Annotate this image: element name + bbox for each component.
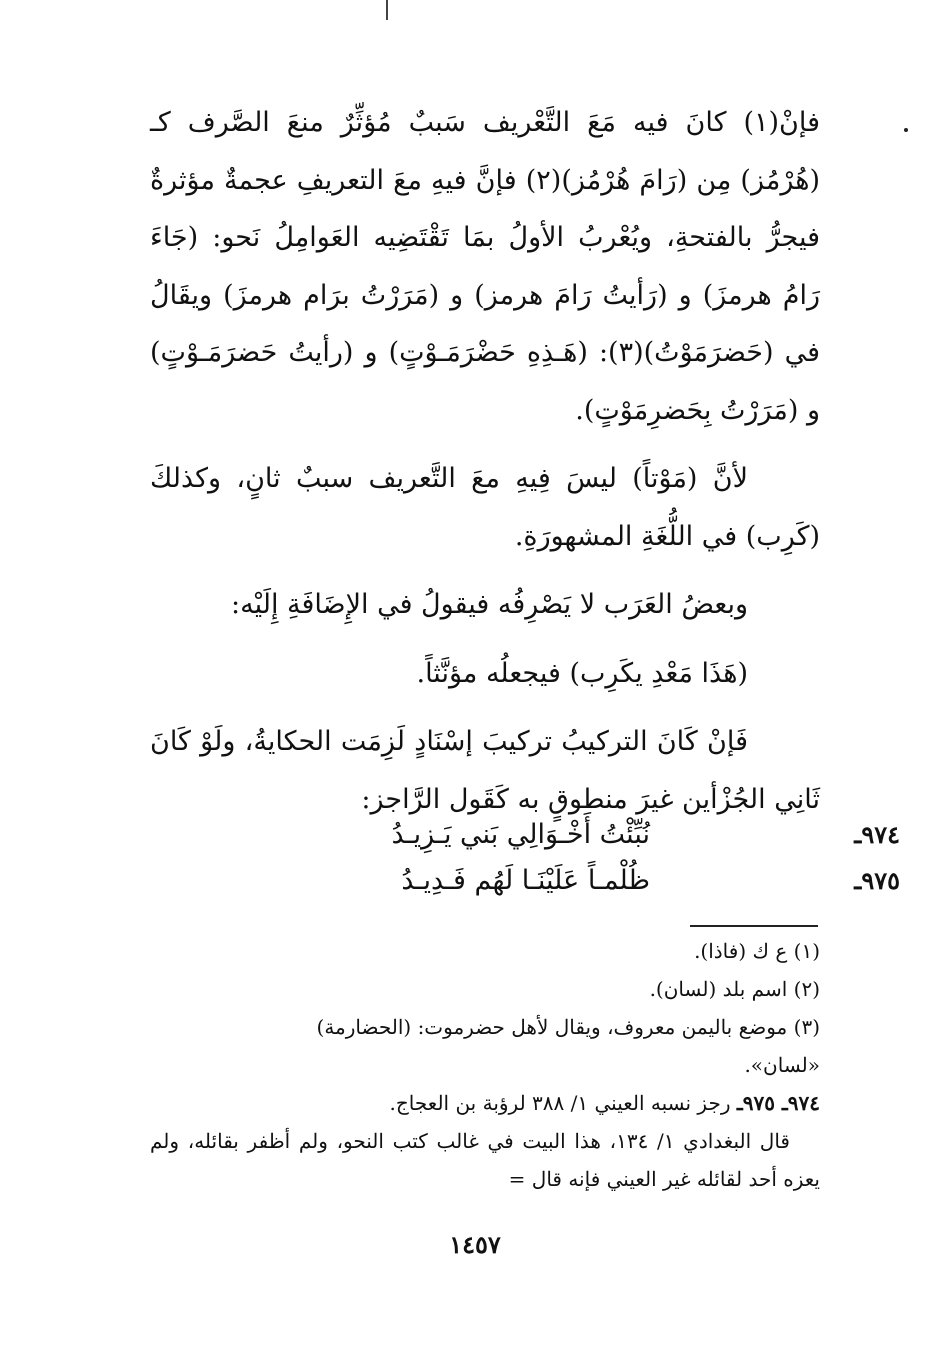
verse-line — [320, 812, 900, 858]
paragraph-1: فإنْ(١) كانَ فيه مَعَ التَّعْريف سَببٌ مُؤثِّرٌ منعَ الصَّرف كـ (هُرْمُز) مِن (رَامَ هُرْمُز)(٢) فإنَّ فيهِ معَ التعريفِ عجمةٌ مؤثرةٌ فيجرُّ بالفتحةِ، ويُعْربُ الأولُ بمَا تَقْتَضِيه العَوامِلُ نَحو: (جَاءَ رَامُ هرمزَ) و (رَأيتُ رَامَ هرمز) و (مَرَرْتُ برَام هرمزَ) ويقَالُ في (حَضرَمَوْتُ)(٣): (هَـذِهِ حَضْرَمَـوْتٍ) و (رأيتُ حَضرَمَـوْتٍ) و (مَرَرْتُ بِحَضرِمَوْتٍ). — [150, 107, 820, 426]
verse-line — [320, 858, 900, 904]
footnote-4-text: رجز نسبه العيني ١/ ٣٨٨ لرؤبة بن العجاج. — [389, 1091, 731, 1115]
page-number: ١٤٥٧ — [449, 1230, 501, 1259]
paragraph-3: وبعضُ العَرَب لا يَصْرِفُه فيقولُ في الإِضَافَةِ إِلَيْه: — [231, 589, 748, 620]
paragraph-4: (هَذَا مَعْدِ يكَرِب) فيجعلُه مؤنَّثاً. — [416, 657, 748, 689]
verse-text: ظُلْمـاً عَلَيْنَـا لَهُم فَـدِيـدُ — [401, 865, 650, 896]
main-text — [150, 94, 820, 839]
footnote-2: (٢) اسم بلد (لسان). — [649, 977, 820, 1001]
footnote-4 — [150, 1084, 820, 1122]
footnote-5: قال البغدادي ١/ ١٣٤، هذا البيت في غالب كتب النحو، ولم أظفر بقائله، ولم يعزه أحد لقائله غير العيني فإنه قال = — [150, 1129, 820, 1191]
verse-text: نُبِّئْتُ أَخْـوَالِي بَني يَـزِيـدُ — [391, 819, 650, 850]
footnote-1: (١) ع ك (فاذا). — [694, 939, 820, 963]
footnote-separator — [690, 925, 818, 927]
verse-block — [320, 812, 900, 904]
paragraph-2: لأنَّ (مَوْتاً) ليسَ فِيهِ معَ التَّعريف سببٌ ثانٍ، وكذلكَ (كَرِب) في اللُّغَةِ المشهورَةِ. — [150, 463, 820, 552]
margin-dot — [904, 128, 908, 132]
top-binding-mark — [386, 0, 388, 20]
verse-number: ٩٧٤ـ — [854, 820, 900, 849]
footnote-3: (٣) موضع باليمن معروف، ويقال لأهل حضرموت: (الحضارمة) — [316, 1015, 820, 1039]
footnotes — [150, 932, 820, 1198]
paragraph-5: فَإنْ كَانَ التركيبُ تركيبَ إسْنَادٍ لَزِمَت الحكايةُ، ولَوْ كَانَ ثَانِي الجُزْأين غيرَ منطوقٍ به كَقَول الرَّاجز: — [150, 726, 820, 815]
verse-number: ٩٧٥ـ — [854, 866, 900, 895]
footnote-4-verse-numbers: ٩٧٤ـ ٩٧٥ـ — [736, 1091, 820, 1115]
footnote-3-continuation: «لسان». — [744, 1053, 820, 1077]
